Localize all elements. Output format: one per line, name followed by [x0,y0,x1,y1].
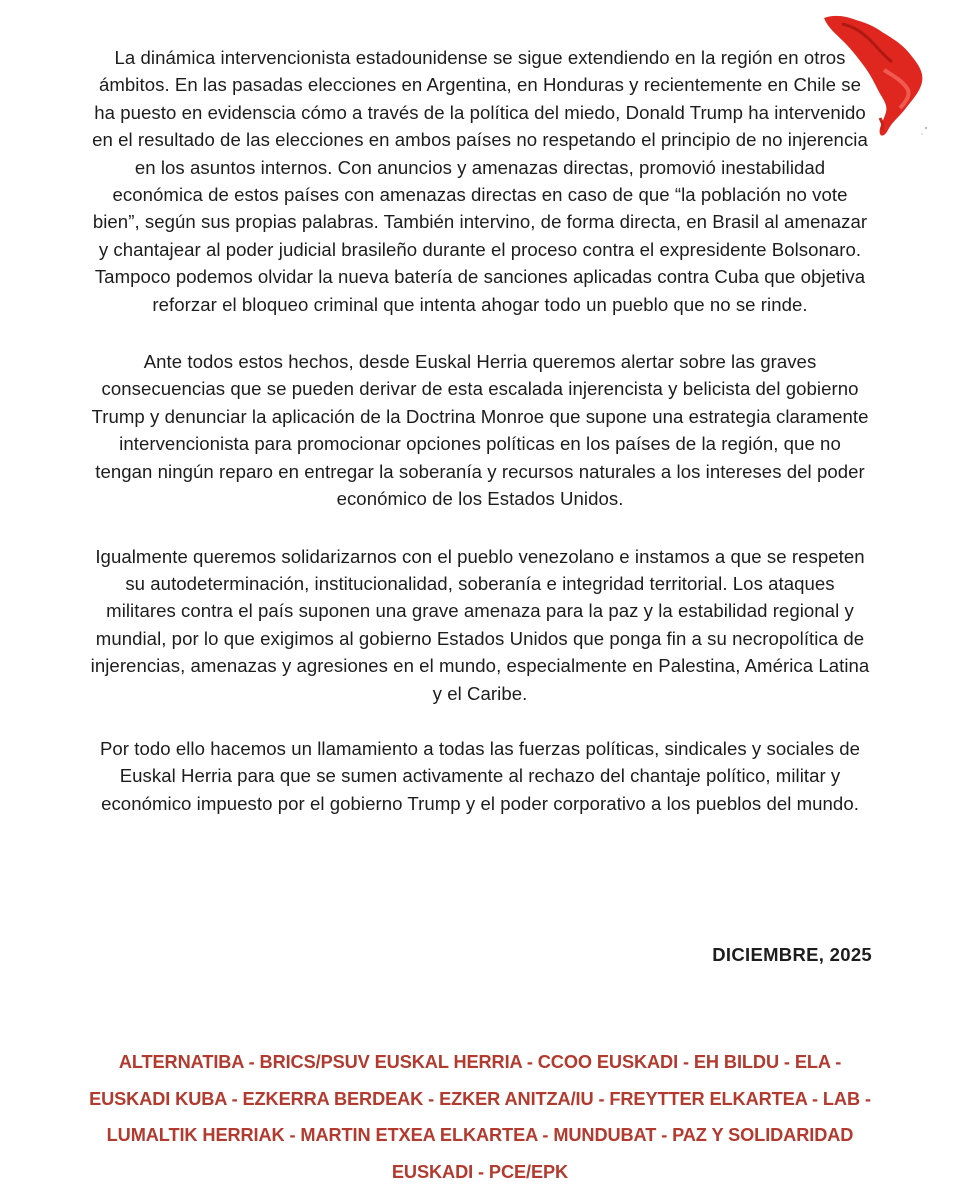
paragraph-1: La dinámica intervencionista estadounidense se sigue extendiendo en la región en otros ámbitos. En las pasadas elecciones en Argentina, en Honduras y recientemente en Chile se ha puesto en evidenscia cómo a través de la política del miedo, Donald Trump ha intervenido en el resultado de las elecciones en ambos países no respetando el principio de no injerencia en los asuntos internos. Con anuncios y amenazas directas, promovió inestabilidad económica de estos países con amenazas directas en caso de que “la población no vote bien”, según sus propias palabras. También intervino, de forma directa, en Brasil al amenazar y chantajear al poder judicial brasileño durante el proceso contra el expresidente Bolsonaro. Tampoco podemos olvidar la nueva batería de sanciones aplicadas contra Cuba que objetiva reforzar el bloqueo criminal que intenta ahogar todo un pueblo que no se rinde. [92,47,868,315]
paragraph-4: Por todo ello hacemos un llamamiento a todas las fuerzas políticas, sindicales y sociales de Euskal Herria para que se sumen activamente al rechazo del chantaje político, militar y económico impuesto por el gobierno Trump y el poder corporativo a los pueblos del mundo. [99,737,861,814]
paragraph-2: Ante todos estos hechos, desde Euskal Herria queremos alertar sobre las graves consecuencias que se pueden derivar de esta escalada injerencista y belicista del gobierno Trump y denunciar la aplicación de la Doctrina Monroe que supone una estrategia claramente intervencionista para promocionar opciones políticas en los países de la región, que no tengan ningún reparo en entregar la soberanía y recursos naturales a los intereses del poder económico de los Estados Unidos. [91,351,869,510]
statement-body [88,44,872,845]
signatories-list: ALTERNATIBA - BRICS/PSUV EUSKAL HERRIA - CCOO EUSKADI - EH BILDU - ELA - EUSKADI KUBA - EZKERRA BERDEAK - EZKER ANITZA/IU - FREYTTER ELKARTEA - LAB - LUMALTIK HERRIAK - MARTIN ETXEA ELKARTEA - MUNDUBAT - PAZ Y SOLIDARIDAD EUSKADI - PCE/EPK [89,1052,871,1182]
paragraph-3: Igualmente queremos solidarizarnos con el pueblo venezolano e instamos a que se respeten su autodeterminación, institucionalidad, soberanía e integridad territorial. Los ataques militares contra el país suponen una grave amenaza para la paz y la estabilidad regional y mundial, por lo que exigimos al gobierno Estados Unidos que ponga fin a su necropolítica de injerencias, amenazas y agresiones en el mundo, especialmente en Palestina, América Latina y el Caribe. [90,545,870,704]
document-date: DICIEMBRE, 2025 [712,944,872,965]
